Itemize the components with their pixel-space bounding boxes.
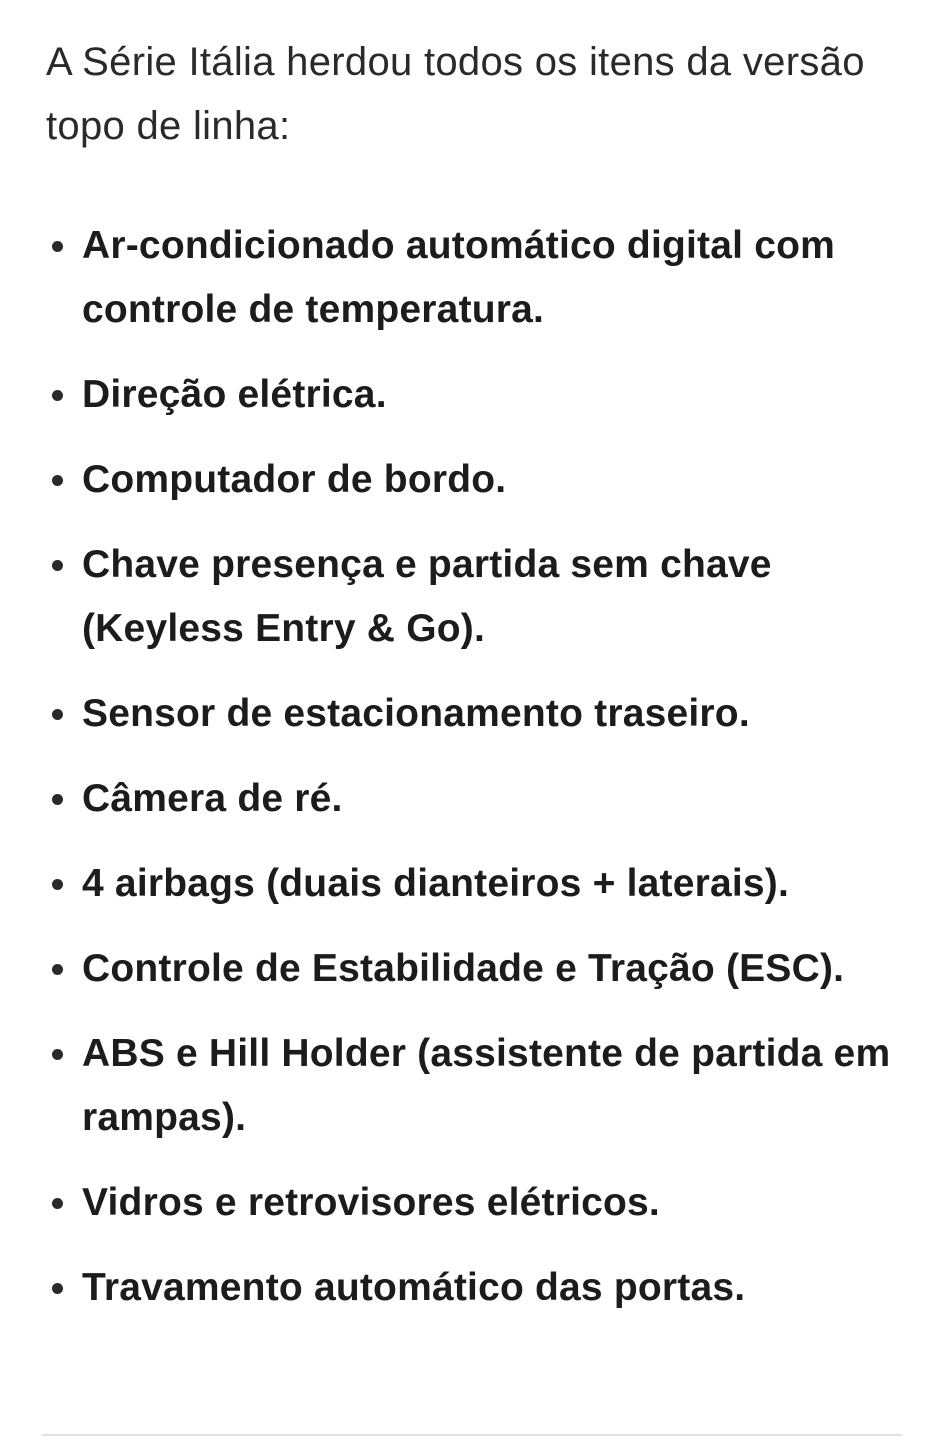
feature-text: Câmera de ré. bbox=[82, 777, 343, 820]
feature-text: Travamento automático das portas. bbox=[82, 1266, 746, 1309]
divider bbox=[42, 1434, 902, 1436]
list-item bbox=[46, 1256, 906, 1320]
bullet-icon bbox=[52, 879, 63, 890]
feature-text: Controle de Estabilidade e Tração (ESC). bbox=[82, 947, 845, 990]
feature-text: Sensor de estacionamento traseiro. bbox=[82, 692, 750, 735]
feature-text: ABS e Hill Holder (assistente de partida em rampas). bbox=[82, 1032, 891, 1139]
list-item bbox=[46, 214, 906, 342]
bullet-icon bbox=[52, 709, 63, 720]
bullet-icon bbox=[52, 794, 63, 805]
feature-text: Chave presença e partida sem chave (Keyless Entry & Go). bbox=[82, 543, 772, 650]
list-item bbox=[46, 937, 906, 1001]
list-item bbox=[46, 1171, 906, 1235]
bullet-icon bbox=[52, 1198, 63, 1209]
feature-text: Ar-condicionado automático digital com controle de temperatura. bbox=[82, 224, 835, 331]
bullet-icon bbox=[52, 1283, 63, 1294]
bullet-icon bbox=[52, 475, 63, 486]
bullet-icon bbox=[52, 964, 63, 975]
feature-text: Vidros e retrovisores elétricos. bbox=[82, 1181, 660, 1224]
list-item bbox=[46, 533, 906, 661]
bullet-icon bbox=[52, 241, 63, 252]
bullet-icon bbox=[52, 1049, 63, 1060]
intro-paragraph: A Série Itália herdou todos os itens da versão topo de linha: bbox=[46, 40, 865, 148]
list-item bbox=[46, 852, 906, 916]
feature-list bbox=[46, 214, 906, 1320]
list-item bbox=[46, 1022, 906, 1150]
feature-text: 4 airbags (duais dianteiros + laterais). bbox=[82, 862, 790, 905]
list-item bbox=[46, 448, 906, 512]
feature-text: Computador de bordo. bbox=[82, 458, 507, 501]
bullet-icon bbox=[52, 560, 63, 571]
list-item bbox=[46, 682, 906, 746]
list-item bbox=[46, 767, 906, 831]
list-item bbox=[46, 363, 906, 427]
article-content bbox=[46, 30, 906, 1341]
feature-text: Direção elétrica. bbox=[82, 373, 387, 416]
bullet-icon bbox=[52, 390, 63, 401]
